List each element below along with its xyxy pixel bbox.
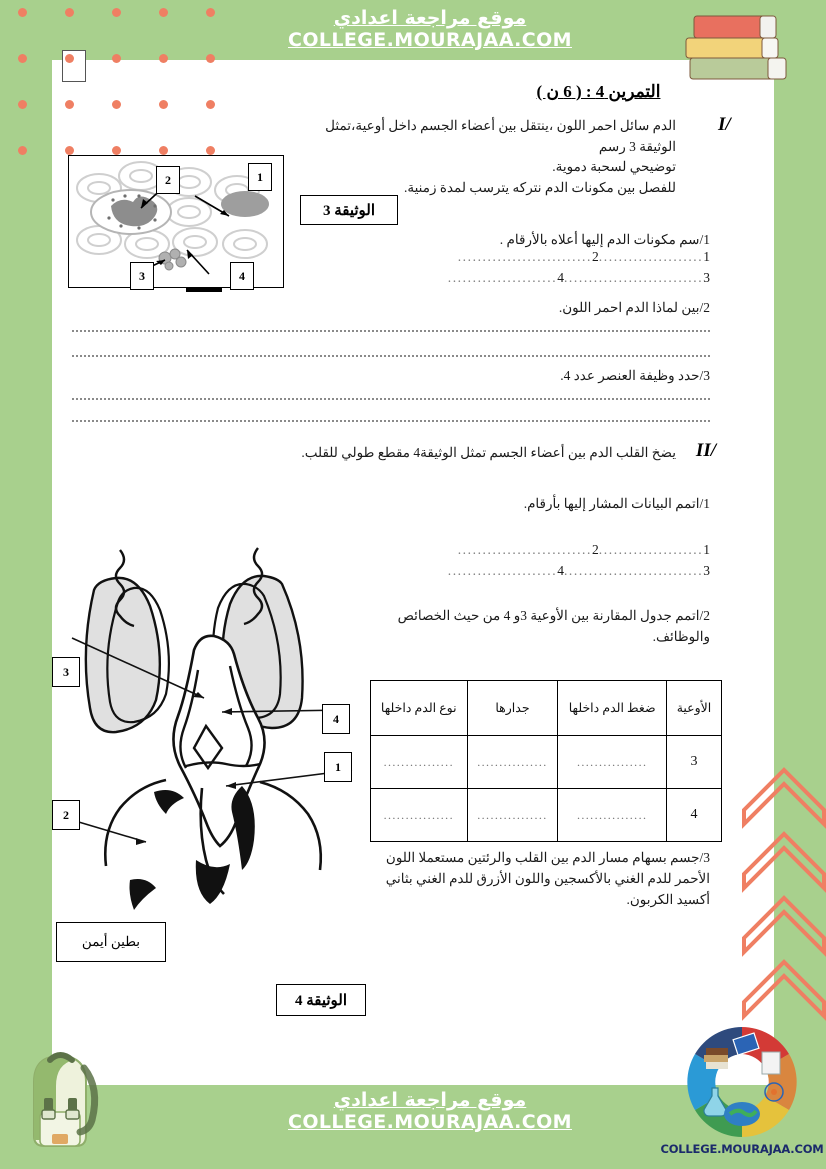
section-2-answer-number-4: 4 xyxy=(557,563,564,578)
table-header-pressure: ضغط الدم داخلها xyxy=(558,681,667,736)
exercise-title: التمرين 4 : ( 6 ن ) xyxy=(536,82,661,101)
table-header-vessels: الأوعية xyxy=(667,681,722,736)
smear-callout-2: 2 xyxy=(156,166,180,194)
table-row-label-3: 3 xyxy=(667,736,722,789)
answer-dots-1: ..................... xyxy=(598,249,704,264)
decorative-dot xyxy=(112,100,121,109)
section-1-line-2: توضيحي لسحبة دموية. xyxy=(552,159,676,175)
chevron-icon-group xyxy=(742,762,826,1022)
decorative-dot xyxy=(18,100,27,109)
blood-smear-scale-bar xyxy=(186,288,222,292)
decorative-dot xyxy=(65,146,74,155)
section-2-question-1: 1/اتمم البيانات المشار إليها بأرقام. xyxy=(523,496,710,511)
heart-callout-2: 2 xyxy=(52,800,80,830)
heart-callout-4: 4 xyxy=(322,704,350,734)
section-1-answer-row-1 xyxy=(296,249,710,265)
decorative-dot xyxy=(159,8,168,17)
decorative-dot xyxy=(206,100,215,109)
site-name-arabic-footer: موقع مراجعة اعدادي xyxy=(333,1089,527,1111)
answer-line-4 xyxy=(72,420,710,422)
smear-callout-1: 1 xyxy=(248,163,272,191)
logo-caption: COLLEGE.MOURAJAA.COM xyxy=(660,1142,824,1156)
answer-number-2: 2 xyxy=(592,249,599,264)
green-band-left xyxy=(0,0,52,1169)
cell-dots: ................ xyxy=(383,808,454,822)
section-1-intro-text xyxy=(296,116,676,198)
education-wheel-logo xyxy=(682,1022,802,1142)
decorative-dot xyxy=(112,146,121,155)
section-2-slash: / xyxy=(710,440,716,461)
decorative-dot xyxy=(18,8,27,17)
decorative-dot xyxy=(112,54,121,63)
section-2-answer-dots-3: ............................ xyxy=(563,563,704,578)
section-2-intro-text xyxy=(238,443,676,463)
section-2-line-1: يضخ القلب الدم بين أعضاء الجسم تمثل الوثيقة4 مقطع طولي للقلب. xyxy=(301,445,676,460)
section-1-question-1: 1/سم مكونات الدم إليها أعلاه بالأرقام . xyxy=(499,232,710,247)
decorative-dot xyxy=(112,8,121,17)
answer-number-4: 4 xyxy=(557,270,564,285)
cell-dots: ................ xyxy=(576,755,648,769)
backpack-icon xyxy=(14,1040,112,1160)
document-4-label: الوثيقة 4 xyxy=(276,984,366,1016)
answer-line-3 xyxy=(72,398,710,400)
section-1-slash: / xyxy=(725,114,731,135)
heart-callout-1: 1 xyxy=(324,752,352,782)
answer-line-1 xyxy=(72,330,710,332)
stacked-books-icon xyxy=(672,6,802,86)
section-1-numeral-text: I xyxy=(718,114,726,135)
decorative-dot xyxy=(65,100,74,109)
smear-callout-3: 3 xyxy=(130,262,154,290)
chevron-decoration xyxy=(742,762,826,1022)
section-1-line-1: الدم سائل احمر اللون ،ينتقل بين أعضاء الجسم داخل أوعية،تمثل الوثيقة 3 رسم xyxy=(325,118,676,154)
answer-dots-4: ...................... xyxy=(447,270,558,285)
section-2-roman-numeral xyxy=(696,440,716,462)
section-2-question-3-line-3: للدم الغني بثاني أكسيد الكربون. xyxy=(385,870,710,907)
section-2-answer-number-2: 2 xyxy=(592,542,599,557)
section-1-answer-row-2 xyxy=(296,270,710,286)
decorative-dot xyxy=(65,54,74,63)
site-header-banner xyxy=(195,8,665,52)
decorative-dot xyxy=(18,146,27,155)
smear-callout-4: 4 xyxy=(230,262,254,290)
section-2-question-2-line-2: الخصائص والوظائف. xyxy=(397,608,710,644)
table-cell-3-wall[interactable] xyxy=(467,736,558,789)
cell-dots: ................ xyxy=(383,755,454,769)
table-cell-4-wall[interactable] xyxy=(467,789,558,842)
heart-callout-3: 3 xyxy=(52,657,80,687)
table-row xyxy=(371,789,722,842)
section-1-question-2: 2/بين لماذا الدم احمر اللون. xyxy=(558,300,710,315)
section-2-answer-number-3: 3 xyxy=(703,563,710,578)
section-2-question-3-line-1: 3/جسم بسهام مسار الدم بين القلب والرئتين مستعملا xyxy=(418,850,710,865)
answer-dots-3: ............................ xyxy=(563,270,704,285)
site-url-footer: COLLEGE.MOURAJAA.COM xyxy=(288,1110,572,1133)
table-header-blood-type: نوع الدم داخلها xyxy=(371,681,468,736)
section-2-answer-number-1: 1 xyxy=(703,542,710,557)
section-2-answer-dots-4: ...................... xyxy=(447,563,558,578)
answer-number-3: 3 xyxy=(703,270,710,285)
answer-number-1: 1 xyxy=(703,249,710,264)
section-2-question-3 xyxy=(370,848,710,911)
decorative-dot xyxy=(206,54,215,63)
section-2-question-3-line-2: اللون الأحمر للدم الغني بالأكسجين واللون الأزرق xyxy=(385,850,710,886)
document-3-label: الوثيقة 3 xyxy=(300,195,398,225)
cell-dots: ................ xyxy=(576,808,648,822)
answer-line-2 xyxy=(72,355,710,357)
decorative-dot xyxy=(159,100,168,109)
section-2-answer-dots-1: ..................... xyxy=(598,542,704,557)
site-name-arabic: موقع مراجعة اعدادي xyxy=(333,7,527,29)
section-2-question-2-line-1: 2/اتمم جدول المقارنة بين الأوعية 3و 4 من حيث xyxy=(453,608,710,623)
table-cell-3-pressure[interactable] xyxy=(558,736,667,789)
decorative-dot xyxy=(18,54,27,63)
table-cell-4-pressure[interactable] xyxy=(558,789,667,842)
answer-dots-2: ........................... xyxy=(457,249,593,264)
decorative-dot xyxy=(159,146,168,155)
table-row xyxy=(371,736,722,789)
cell-dots: ................ xyxy=(477,808,548,822)
table-header-wall: جدارها xyxy=(467,681,558,736)
table-header-row xyxy=(371,681,722,736)
right-ventricle-label: بطين أيمن xyxy=(56,922,166,962)
decorative-dot xyxy=(65,8,74,17)
comparison-table xyxy=(370,680,722,842)
dot-grid-decoration xyxy=(0,0,210,165)
site-footer-banner xyxy=(195,1090,665,1134)
table-row-label-4: 4 xyxy=(667,789,722,842)
section-2-question-2 xyxy=(380,606,710,648)
table-cell-4-blood-type[interactable] xyxy=(371,789,468,842)
section-1-line-3: للفصل بين مكونات الدم نتركه يترسب لمدة زمنية. xyxy=(403,179,676,195)
heart-cross-section-figure xyxy=(46,530,366,940)
section-1-question-3: 3/حدد وظيفة العنصر عدد 4. xyxy=(560,368,710,383)
section-2-numeral-text: II xyxy=(695,440,711,461)
site-url-header: COLLEGE.MOURAJAA.COM xyxy=(288,28,572,51)
decorative-dot xyxy=(206,146,215,155)
table-cell-3-blood-type[interactable] xyxy=(371,736,468,789)
cell-dots: ................ xyxy=(477,755,548,769)
decorative-dot xyxy=(159,54,168,63)
section-2-answer-dots-2: ........................... xyxy=(457,542,593,557)
